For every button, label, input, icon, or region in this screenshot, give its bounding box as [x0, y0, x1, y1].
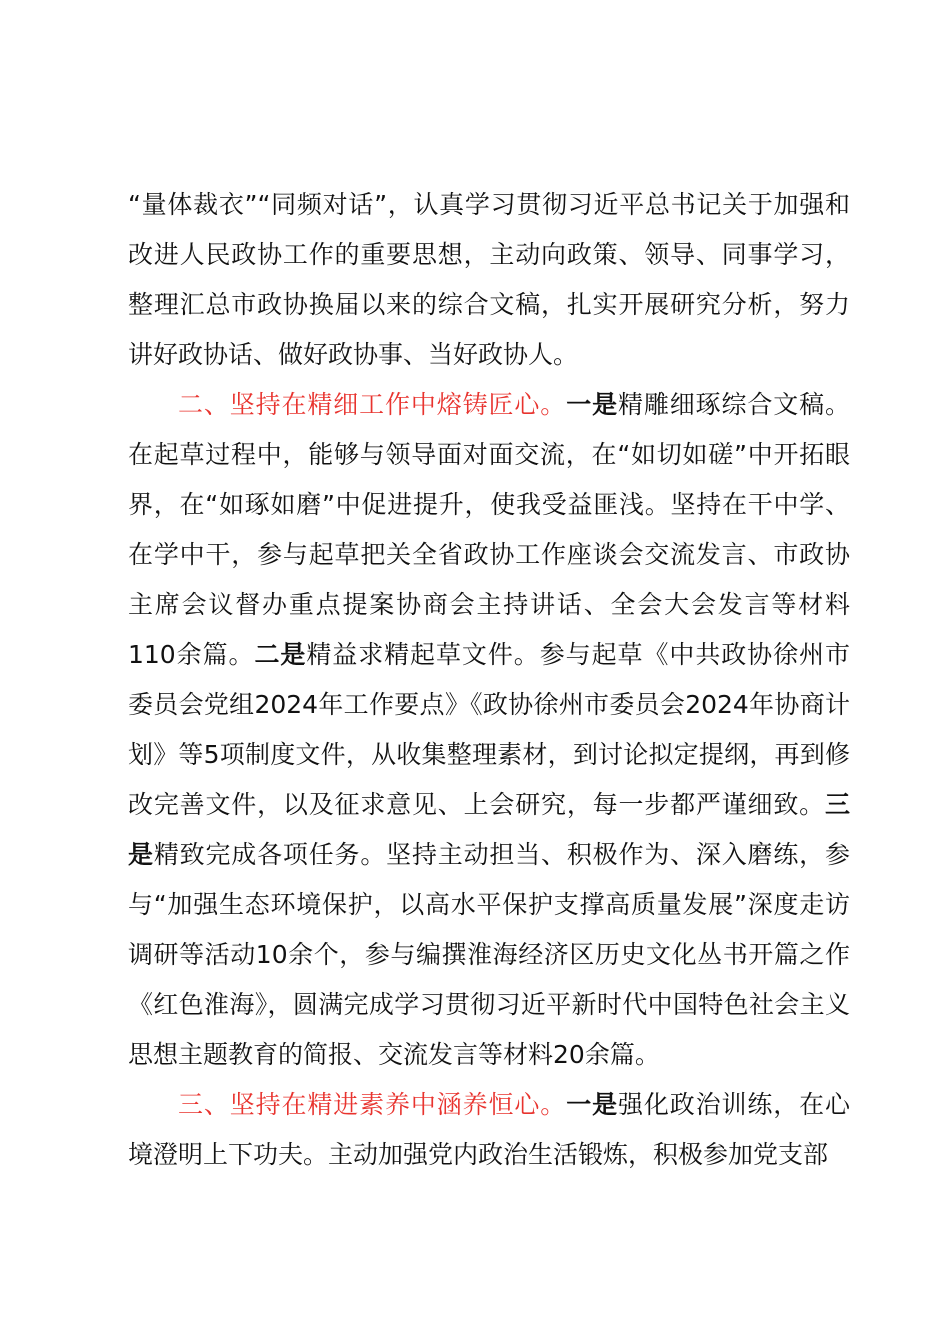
paragraph-1 [128, 180, 850, 380]
paragraph-1-text: “量体裁衣”“同频对话”，认真学习贯彻习近平总书记关于加强和改进人民政协工作的重要思想，主动向政策、领导、同事学习，整理汇总市政协换届以来的综合文稿，扎实开展研究分析，努力讲好政协话、做好政协事、当好政协人。 [128, 190, 850, 369]
section-heading-3: 三、坚持在精进素养中涵养恒心。 [178, 1090, 567, 1119]
document-page [128, 180, 850, 1180]
paragraph-2 [128, 380, 850, 1080]
section-heading-2: 二、坚持在精细工作中熔铸匠心。 [178, 390, 567, 419]
paragraph-3 [128, 1080, 850, 1180]
point-text-three: 精致完成各项任务。坚持主动担当、积极作为、深入磨练，参与“加强生态环境保护，以高水平保护支撑高质量发展”深度走访调研等活动10余个，参与编撰淮海经济区历史文化丛书开篇之作《红色淮海》，圆满完成学习贯彻习近平新时代中国特色社会主义思想主题教育的简报、交流发言等材料20余篇。 [128, 840, 850, 1069]
point-text-one-section-3: 强化政治训练，在心境澄明上下功夫。主动加强党内政治生活锻炼，积极参加党支部 [128, 1090, 850, 1169]
point-label-two: 二是 [254, 640, 307, 669]
point-label-three: 三是 [128, 790, 850, 869]
point-text-two: 精益求精起草文件。参与起草《中共政协徐州市委员会党组2024年工作要点》《政协徐州市委员会2024年协商计划》等5项制度文件，从收集整理素材，到讨论拟定提纲，再到修改完善文件，以及征求意见、上会研究，每一步都严谨细致。 [128, 640, 850, 819]
point-label-one-section-3: 一是 [566, 1090, 618, 1119]
point-text-one: 精雕细琢综合文稿。在起草过程中，能够与领导面对面交流，在“如切如磋”中开拓眼界，在“如琢如磨”中促进提升，使我受益匪浅。坚持在干中学、在学中干，参与起草把关全省政协工作座谈会交流发言、市政协主席会议督办重点提案协商会主持讲话、全会大会发言等材料110余篇。 [128, 390, 850, 669]
point-label-one: 一是 [566, 390, 618, 419]
